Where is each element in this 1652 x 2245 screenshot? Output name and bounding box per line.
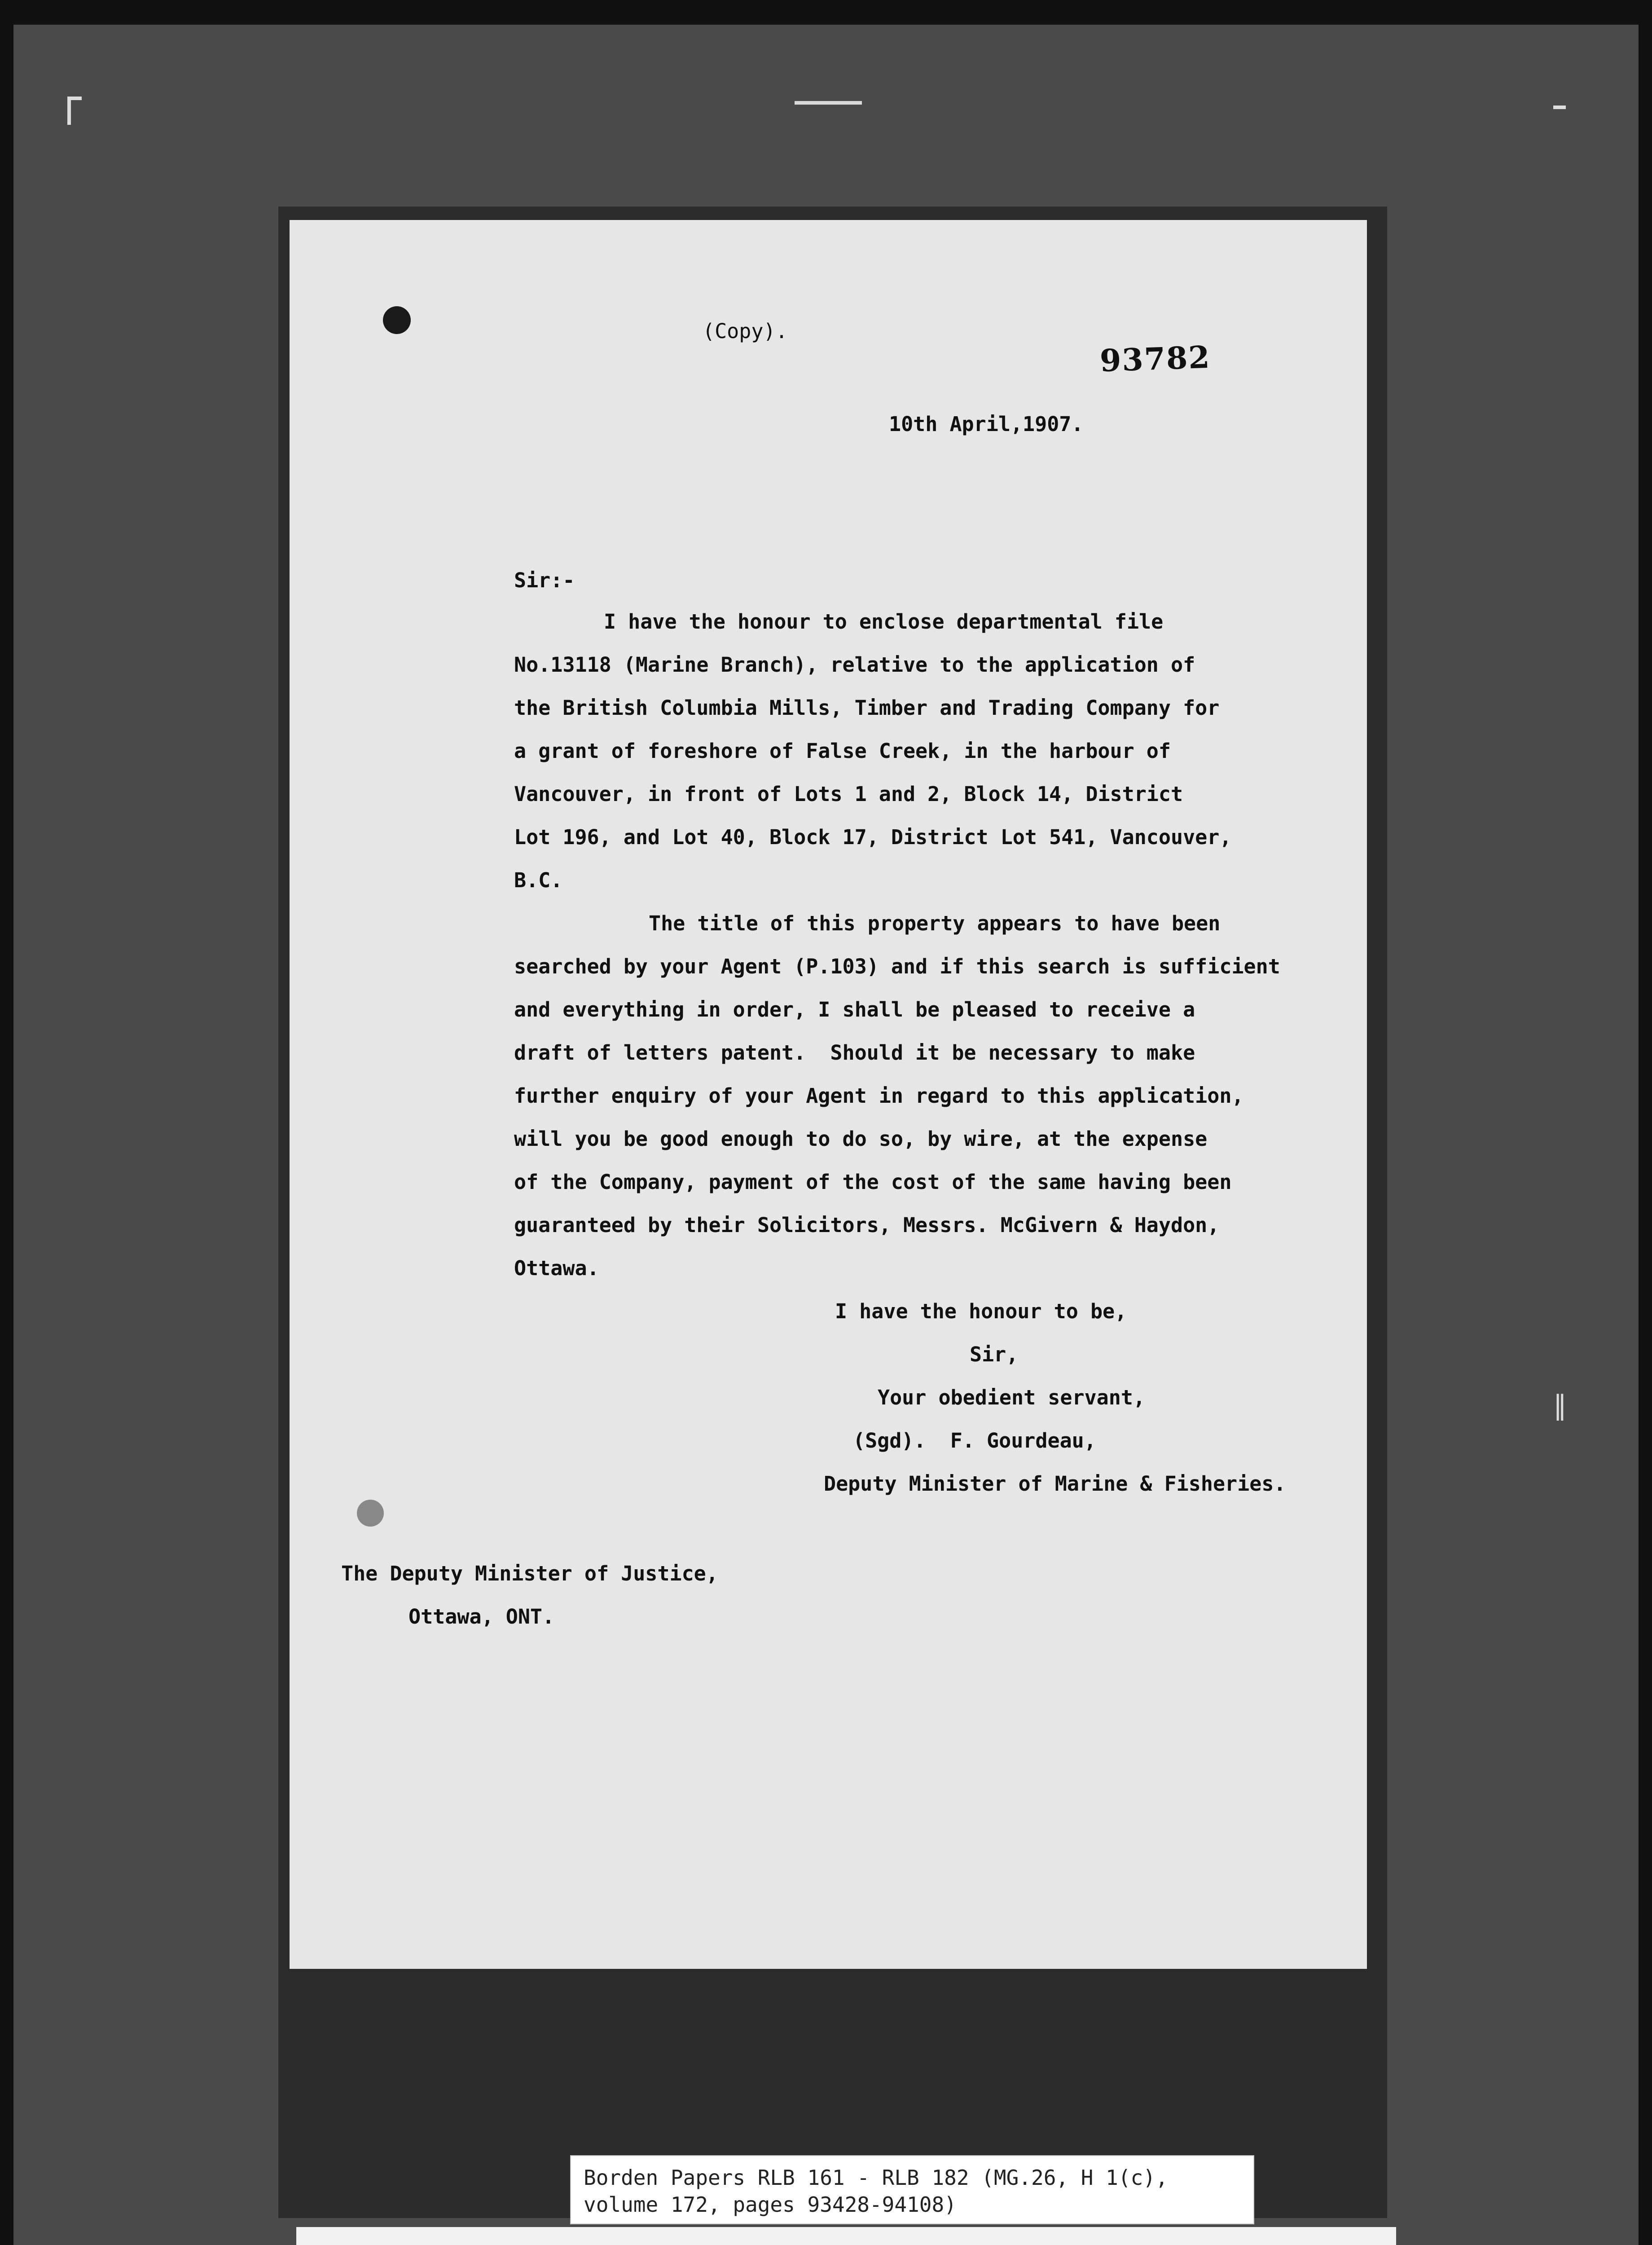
salutation: Sir:-	[514, 568, 575, 592]
caption-line: volume 172, pages 93428-94108)	[584, 2192, 957, 2217]
body-line: No.13118 (Marine Branch), relative to the application of	[514, 653, 1195, 677]
edge-scratch-marks: ‖	[1553, 1390, 1567, 1421]
closing-line: Your obedient servant,	[878, 1386, 1146, 1409]
letter-page	[290, 220, 1367, 1969]
letter-date: 10th April,1907.	[889, 412, 1084, 436]
body-line: of the Company, payment of the cost of the same having been	[514, 1170, 1232, 1194]
body-line: I have the honour to enclose departmental file	[604, 610, 1164, 634]
punch-hole-top	[383, 306, 411, 334]
public-archives-card	[296, 2227, 1396, 2245]
body-line: Lot 196, and Lot 40, Block 17, District Lot 541, Vancouver,	[514, 825, 1232, 849]
corner-crop-mark	[67, 97, 82, 125]
body-line: Vancouver, in front of Lots 1 and 2, Block 14, District	[514, 782, 1183, 806]
body-line: The title of this property appears to have been	[649, 911, 1221, 935]
archive-page-number: 93782	[1099, 339, 1211, 379]
addressee-line: Ottawa, ONT.	[409, 1605, 555, 1629]
body-line: B.C.	[514, 868, 563, 892]
caption-line: Borden Papers RLB 161 - RLB 182 (MG.26, H 1(c),	[584, 2166, 1168, 2190]
body-line: Ottawa.	[514, 1256, 599, 1280]
body-line: a grant of foreshore of False Creek, in the harbour of	[514, 739, 1171, 763]
addressee-line: The Deputy Minister of Justice,	[341, 1562, 718, 1585]
closing-line: I have the honour to be,	[835, 1299, 1127, 1323]
body-line: the British Columbia Mills, Timber and Trading Company for	[514, 696, 1220, 720]
top-registration-line	[795, 101, 862, 105]
copy-mark: (Copy).	[703, 319, 788, 343]
body-line: will you be good enough to do so, by wire, at the expense	[514, 1127, 1208, 1151]
punch-hole-bottom	[357, 1500, 384, 1527]
body-line: draft of letters patent. Should it be necessary to make	[514, 1041, 1195, 1065]
signature: (Sgd). F. Gourdeau,	[853, 1429, 1096, 1453]
signer-title: Deputy Minister of Marine & Fisheries.	[824, 1472, 1286, 1496]
body-line: and everything in order, I shall be pleased to receive a	[514, 998, 1195, 1021]
body-line: guaranteed by their Solicitors, Messrs. McGivern & Haydon,	[514, 1213, 1220, 1237]
archive-caption	[570, 2155, 1254, 2224]
edge-tick-mark	[1553, 106, 1566, 109]
body-line: further enquiry of your Agent in regard to this application,	[514, 1084, 1244, 1108]
body-line: searched by your Agent (P.103) and if this search is sufficient	[514, 955, 1280, 978]
closing-line: Sir,	[970, 1343, 1019, 1366]
